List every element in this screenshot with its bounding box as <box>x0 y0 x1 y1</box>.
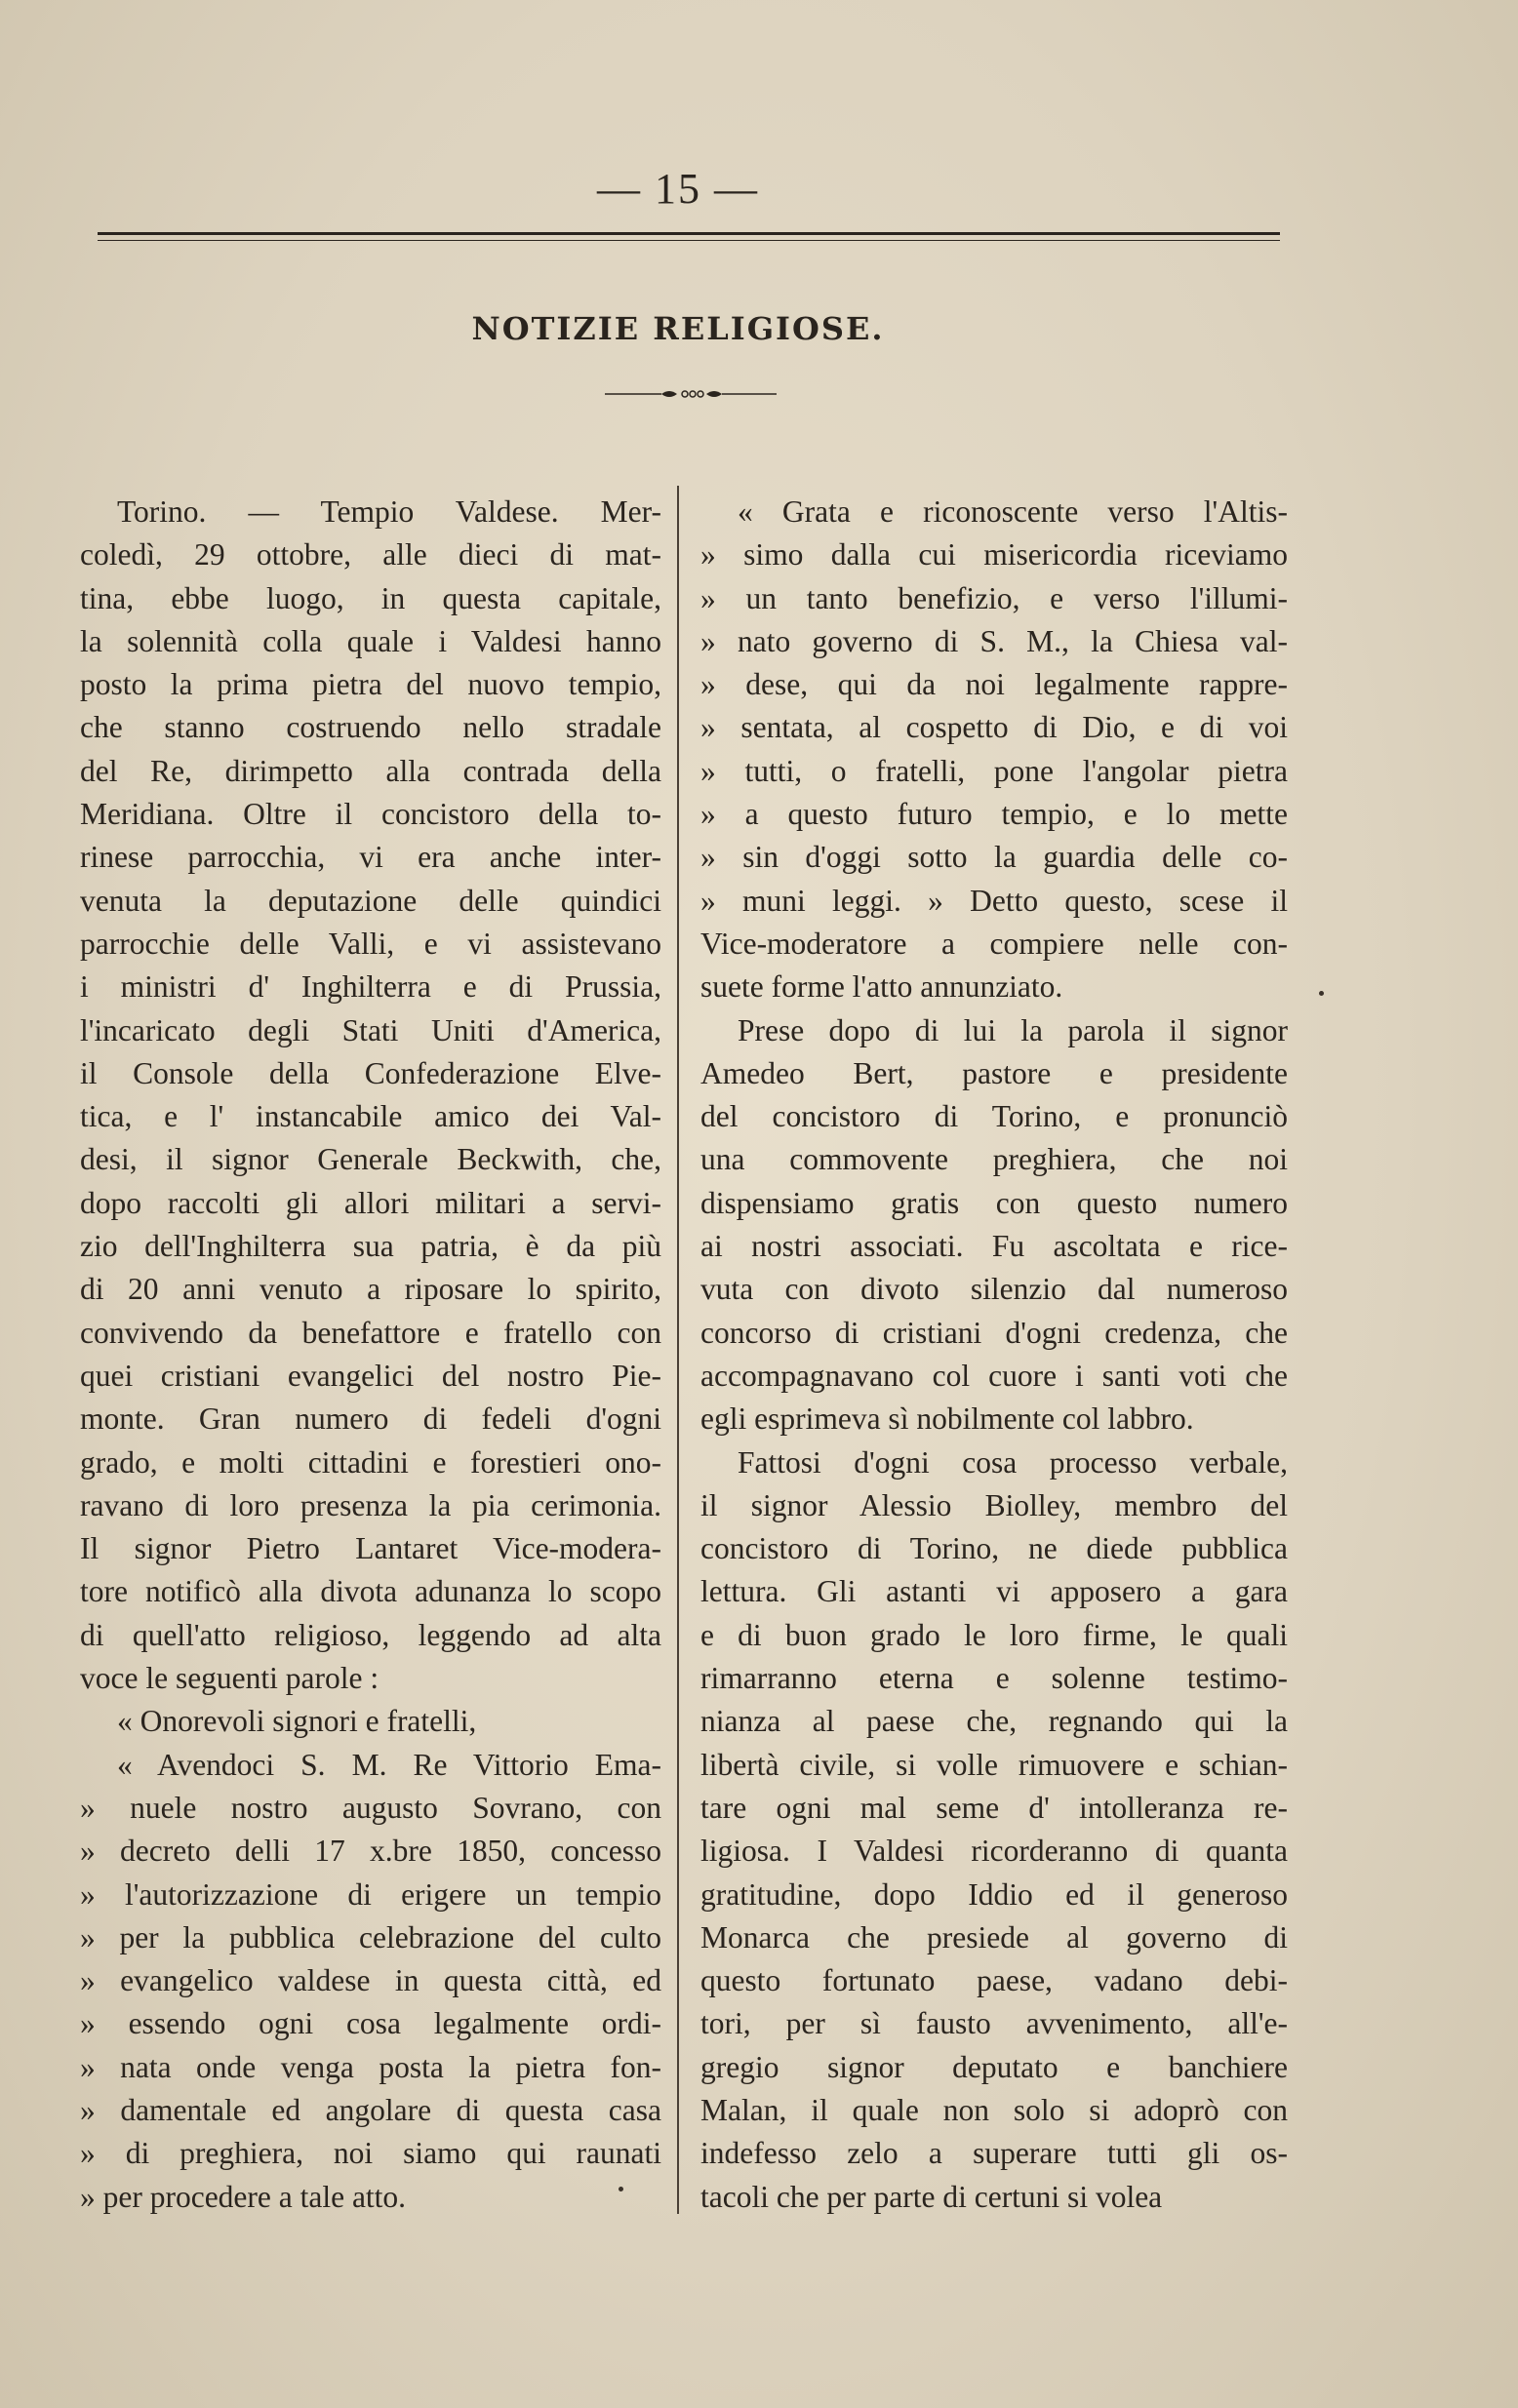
text-line: Torino. — Tempio Valdese. Mer- <box>117 494 661 529</box>
text-line: ravano di loro presenza la pia cerimonia. <box>80 1487 661 1522</box>
header-rule-thick <box>98 232 1280 235</box>
section-title: NOTIZIE RELIGIOSE. <box>471 310 885 347</box>
text-line: Malan, il quale non solo si adoprò con <box>700 2092 1288 2127</box>
text-line: l'incaricato degli Stati Uniti d'America, <box>80 1012 661 1047</box>
text-line: dopo raccolti gli allori militari a servi- <box>80 1185 661 1220</box>
text-line: » l'autorizzazione di erigere un tempio <box>80 1876 661 1912</box>
text-line: desi, il signor Generale Beckwith, che, <box>80 1142 661 1177</box>
text-line: » nato governo di S. M., la Chiesa val- <box>700 623 1288 658</box>
text-line: Amedeo Bert, pastore e presidente <box>700 1055 1288 1090</box>
text-line: » muni leggi. » Detto questo, scese il <box>700 883 1288 918</box>
text-line: ai nostri associati. Fu ascoltata e rice- <box>700 1229 1288 1264</box>
text-line: posto la prima pietra del nuovo tempio, <box>80 667 661 702</box>
text-line: tina, ebbe luogo, in questa capitale, <box>80 580 661 615</box>
text-line: « Avendoci S. M. Re Vittorio Ema- <box>117 1747 661 1782</box>
text-line: Prese dopo di lui la parola il signor <box>738 1012 1288 1047</box>
text-line: » di preghiera, noi siamo qui raunati <box>80 2136 661 2171</box>
text-line: « Onorevoli signori e fratelli, <box>117 1704 477 1739</box>
text-line: che stanno costruendo nello stradale <box>80 710 661 745</box>
text-line: lettura. Gli astanti vi apposero a gara <box>700 1574 1288 1609</box>
text-line: Vice-moderatore a compiere nelle con- <box>700 926 1288 961</box>
text-line: » sentata, al cospetto di Dio, e di voi <box>700 710 1288 745</box>
text-line: » per procedere a tale atto. <box>80 2179 407 2214</box>
text-line: il signor Alessio Biolley, membro del <box>700 1487 1288 1522</box>
text-line: concistoro di Torino, ne diede pubblica <box>700 1531 1288 1566</box>
text-line: nianza al paese che, regnando qui la <box>700 1704 1288 1739</box>
header-rule-thin <box>98 240 1280 241</box>
text-line: dispensiamo gratis con questo numero <box>700 1185 1288 1220</box>
text-line: ligiosa. I Valdesi ricorderanno di quanta <box>700 1834 1288 1869</box>
text-line: gratitudine, dopo Iddio ed il generoso <box>700 1876 1288 1912</box>
text-line: » nuele nostro augusto Sovrano, con <box>80 1790 661 1825</box>
text-line: tore notificò alla divota adunanza lo scopo <box>80 1574 661 1609</box>
paper-speck <box>619 2187 623 2191</box>
text-line: » nata onde venga posta la pietra fon- <box>80 2049 661 2084</box>
text-line: i ministri d' Inghilterra e di Prussia, <box>80 969 661 1005</box>
text-line: » per la pubblica celebrazione del culto <box>80 1919 661 1954</box>
text-line: » damentale ed angolare di questa casa <box>80 2092 661 2127</box>
text-line: rinese parrocchia, vi era anche inter- <box>80 840 661 875</box>
text-line: indefesso zelo a superare tutti gli os- <box>700 2136 1288 2171</box>
text-line: « Grata e riconoscente verso l'Altis- <box>738 494 1288 529</box>
text-line: il Console della Confederazione Elve- <box>80 1055 661 1090</box>
ornament-divider-icon <box>605 384 777 404</box>
text-line: » essendo ogni cosa legalmente ordi- <box>80 2006 661 2041</box>
text-line: del Re, dirimpetto alla contrada della <box>80 753 661 788</box>
text-line: » evangelico valdese in questa città, ed <box>80 1963 661 1998</box>
text-line: grado, e molti cittadini e forestieri ono- <box>80 1444 661 1480</box>
text-line: del concistoro di Torino, e pronunciò <box>700 1099 1288 1134</box>
text-line: parrocchie delle Valli, e vi assistevano <box>80 926 661 961</box>
left-column <box>80 491 661 2219</box>
text-line: rimarranno eterna e solenne testimo- <box>700 1661 1288 1696</box>
text-line: Il signor Pietro Lantaret Vice-modera- <box>80 1531 661 1566</box>
text-line: convivendo da benefattore e fratello con <box>80 1315 661 1350</box>
text-line: tare ogni mal seme d' intolleranza re- <box>700 1790 1288 1825</box>
text-line: » sin d'oggi sotto la guardia delle co- <box>700 840 1288 875</box>
text-line: tori, per sì fausto avvenimento, all'e- <box>700 2006 1288 2041</box>
text-line: voce le seguenti parole : <box>80 1661 380 1696</box>
text-line: gregio signor deputato e banchiere <box>700 2049 1288 2084</box>
text-line: di quell'atto religioso, leggendo ad alta <box>80 1617 661 1652</box>
text-line: la solennità colla quale i Valdesi hanno <box>80 623 661 658</box>
text-line: libertà civile, si volle rimuovere e schian- <box>700 1747 1288 1782</box>
text-line: concorso di cristiani d'ogni credenza, che <box>700 1315 1288 1350</box>
text-line: » tutti, o fratelli, pone l'angolar pietra <box>700 753 1288 788</box>
text-line: » decreto delli 17 x.bre 1850, concesso <box>80 1834 661 1869</box>
text-line: questo fortunato paese, vadano debi- <box>700 1963 1288 1998</box>
text-line: tacoli che per parte di certuni si volea <box>700 2179 1163 2214</box>
text-line: Meridiana. Oltre il concistoro della to- <box>80 797 661 832</box>
text-line: venuta la deputazione delle quindici <box>80 883 661 918</box>
paper-speck <box>1319 991 1324 996</box>
text-line: quei cristiani evangelici del nostro Pie- <box>80 1358 661 1393</box>
text-line: » simo dalla cui misericordia riceviamo <box>700 537 1288 572</box>
right-column <box>700 491 1288 2219</box>
text-line: Fattosi d'ogni cosa processo verbale, <box>738 1444 1288 1480</box>
text-line: di 20 anni venuto a riposare lo spirito, <box>80 1272 661 1307</box>
text-line: egli esprimeva sì nobilmente col labbro. <box>700 1401 1194 1437</box>
text-line: e di buon grado le loro firme, le quali <box>700 1617 1288 1652</box>
text-line: » dese, qui da noi legalmente rappre- <box>700 667 1288 702</box>
text-line: coledì, 29 ottobre, alle dieci di mat- <box>80 537 661 572</box>
text-line: Monarca che presiede al governo di <box>700 1919 1288 1954</box>
text-line: vuta con divoto silenzio dal numeroso <box>700 1272 1288 1307</box>
text-line: accompagnavano col cuore i santi voti che <box>700 1358 1288 1393</box>
text-line: una commovente preghiera, che noi <box>700 1142 1288 1177</box>
text-line: » a questo futuro tempio, e lo mette <box>700 797 1288 832</box>
text-line: tica, e l' instancabile amico dei Val- <box>80 1099 661 1134</box>
text-line: » un tanto benefizio, e verso l'illumi- <box>700 580 1288 615</box>
text-line: monte. Gran numero di fedeli d'ogni <box>80 1401 661 1437</box>
text-line: zio dell'Inghilterra sua patria, è da più <box>80 1229 661 1264</box>
page-number: — 15 — <box>597 165 759 213</box>
column-divider <box>677 486 679 2214</box>
text-line: suete forme l'atto annunziato. <box>700 969 1063 1005</box>
